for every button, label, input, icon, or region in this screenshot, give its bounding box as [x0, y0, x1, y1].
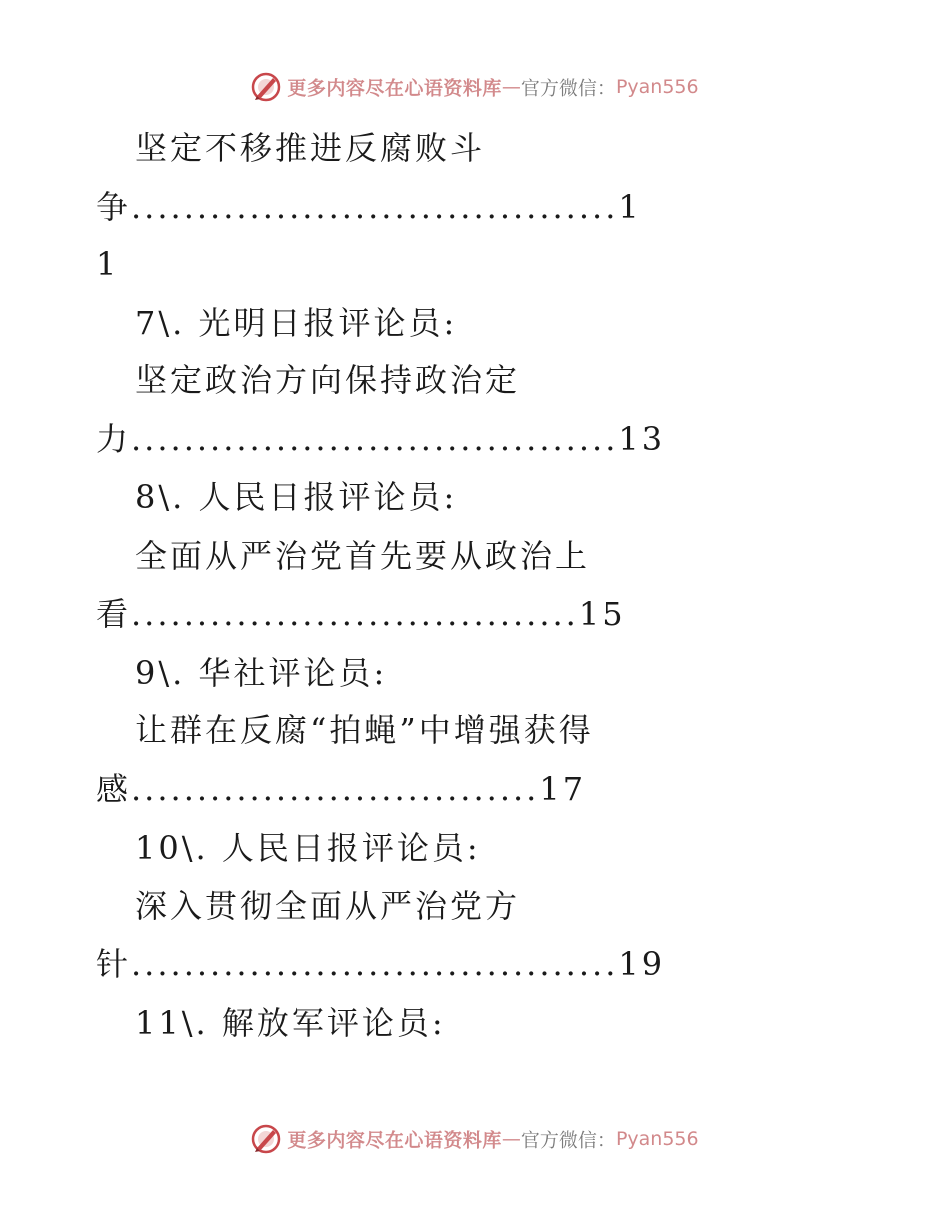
- toc-line: 7\. 光明日报评论员:: [135, 304, 458, 342]
- watermark-id: Pyan556: [615, 1128, 699, 1150]
- toc-line: 1: [96, 245, 120, 283]
- watermark-id: Pyan556: [615, 76, 699, 98]
- toc-line: 感...............................17: [96, 770, 587, 808]
- watermark-official: 官方微信：: [520, 1129, 616, 1152]
- pen-logo-icon: [251, 72, 281, 102]
- pen-logo-icon: [251, 1124, 281, 1154]
- watermark-text: 更多内容尽在心语资料库: [287, 77, 502, 100]
- toc-line: 看..................................15: [96, 595, 626, 633]
- footer-watermark: [0, 1124, 950, 1154]
- watermark-official: 官方微信：: [520, 77, 616, 100]
- toc-line: 10\. 人民日报评论员:: [135, 829, 481, 867]
- watermark-text: 更多内容尽在心语资料库: [287, 1129, 502, 1152]
- toc-line: 8\. 人民日报评论员:: [135, 478, 458, 516]
- toc-line: 坚定政治方向保持政治定: [135, 361, 521, 399]
- toc-line: 全面从严治党首先要从政治上: [135, 537, 591, 575]
- toc-line: 让群在反腐“拍蝇”中增强获得: [135, 711, 594, 749]
- watermark-separator: —: [501, 1128, 521, 1150]
- toc-line: 11\. 解放军评论员:: [135, 1004, 446, 1042]
- toc-line: 坚定不移推进反腐败斗: [135, 129, 486, 167]
- toc-line: 争.....................................1: [96, 188, 642, 226]
- toc-line: 力.....................................13: [96, 420, 666, 458]
- header-watermark: [0, 72, 950, 102]
- toc-line: 针.....................................19: [96, 945, 666, 983]
- watermark-separator: —: [501, 76, 521, 98]
- toc-line: 9\. 华社评论员:: [135, 654, 388, 692]
- toc-line: 深入贯彻全面从严治党方: [135, 887, 521, 925]
